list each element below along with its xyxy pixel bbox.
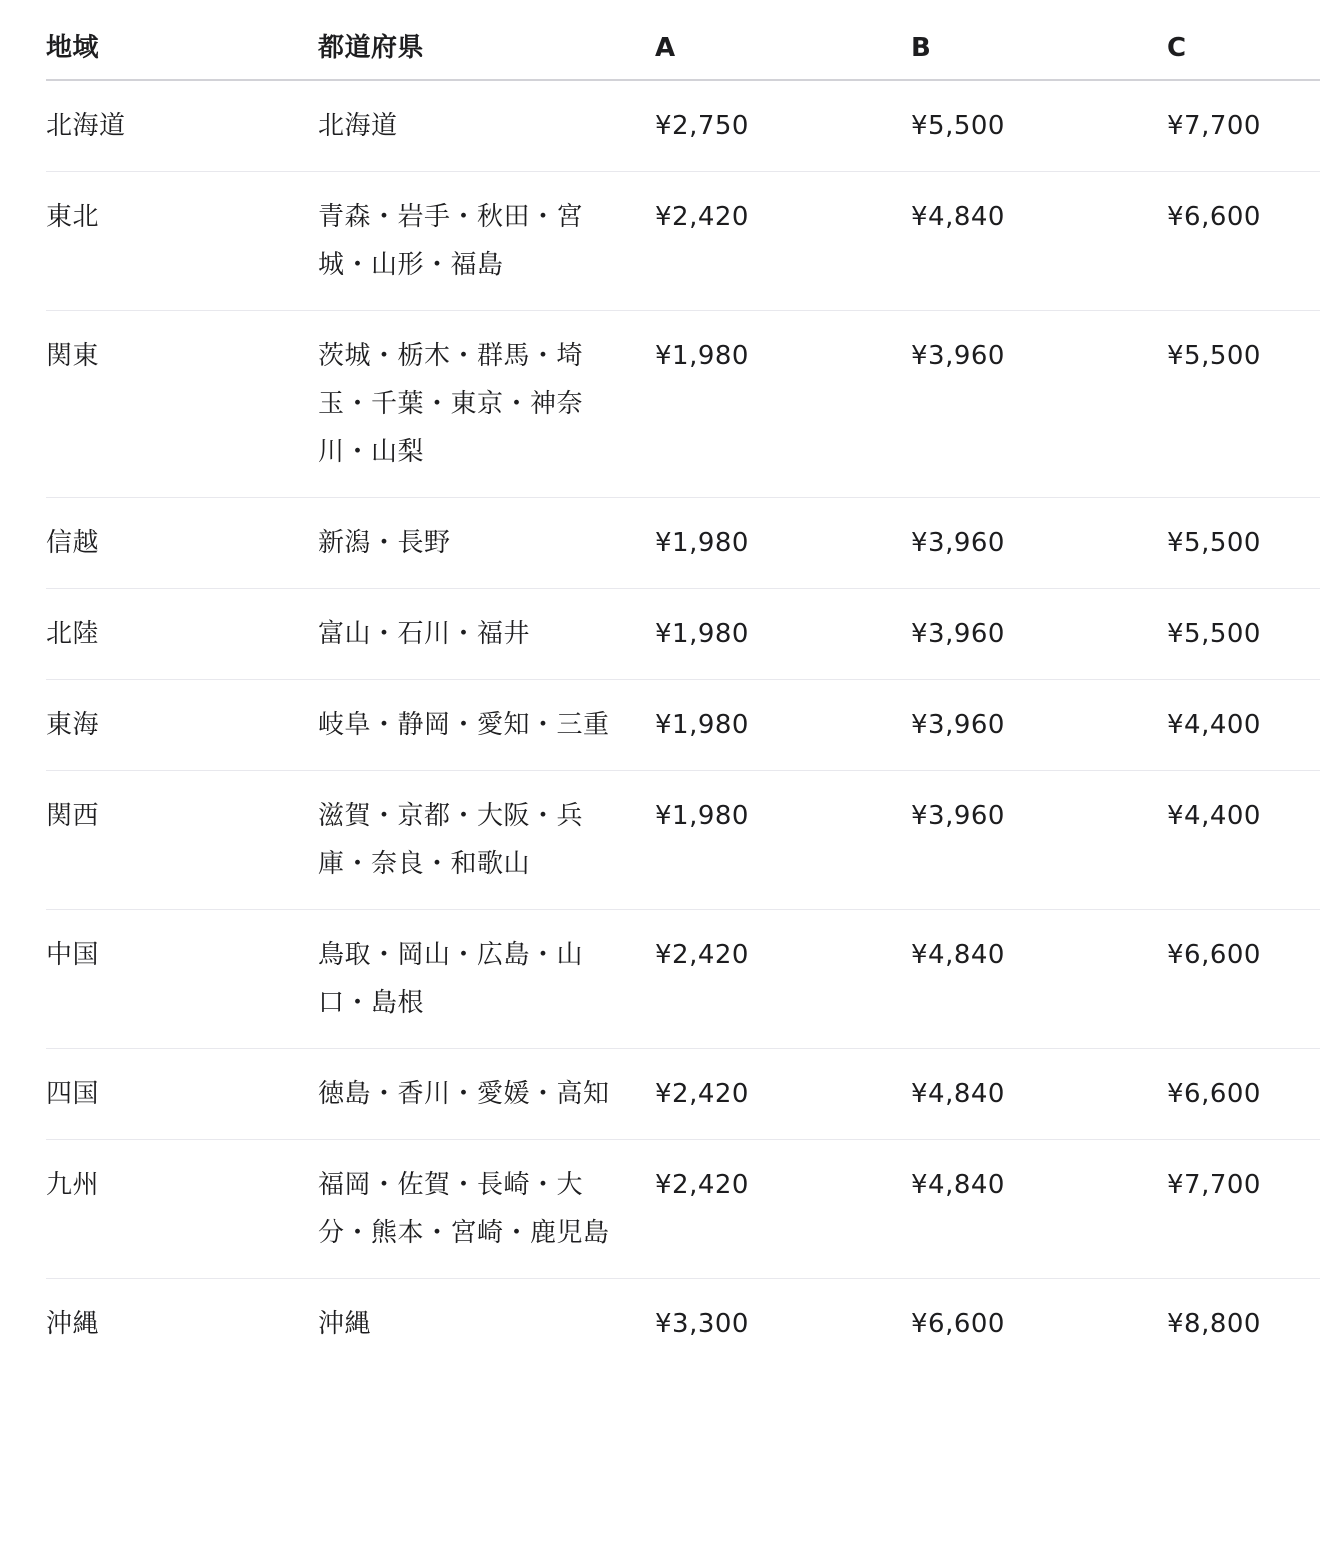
table-row xyxy=(46,80,1320,172)
cell-a: ¥1,980 xyxy=(655,311,911,498)
cell-a: ¥1,980 xyxy=(655,589,911,680)
cell-prefecture: 福岡・佐賀・長崎・大分・熊本・宮崎・鹿児島 xyxy=(318,1140,655,1279)
cell-a: ¥1,980 xyxy=(655,771,911,910)
cell-a: ¥1,980 xyxy=(655,680,911,771)
cell-region: 中国 xyxy=(46,910,318,1049)
table-row xyxy=(46,910,1320,1049)
cell-b: ¥4,840 xyxy=(911,172,1167,311)
table-row xyxy=(46,311,1320,498)
table-row xyxy=(46,498,1320,589)
header-region: 地域 xyxy=(46,0,318,80)
cell-prefecture: 青森・岩手・秋田・宮城・山形・福島 xyxy=(318,172,655,311)
cell-b: ¥4,840 xyxy=(911,1049,1167,1140)
cell-c: ¥6,600 xyxy=(1167,172,1320,311)
cell-prefecture: 新潟・長野 xyxy=(318,498,655,589)
cell-b: ¥5,500 xyxy=(911,80,1167,172)
cell-c: ¥5,500 xyxy=(1167,311,1320,498)
cell-prefecture: 沖縄 xyxy=(318,1309,372,1339)
cell-c: ¥5,500 xyxy=(1167,589,1320,680)
cell-c: ¥6,600 xyxy=(1167,910,1320,1049)
cell-a: ¥2,420 xyxy=(655,910,911,1049)
cell-region: 沖縄 xyxy=(46,1309,100,1339)
cell-b: ¥3,960 xyxy=(911,680,1167,771)
cell-prefecture: 岐阜・静岡・愛知・三重 xyxy=(318,680,655,771)
header-a: A xyxy=(655,0,911,80)
cell-a: ¥2,420 xyxy=(655,172,911,311)
table-row xyxy=(46,680,1320,771)
table-row xyxy=(46,1140,1320,1279)
table-row xyxy=(46,1049,1320,1140)
table-row xyxy=(46,172,1320,311)
cell-region: 九州 xyxy=(46,1140,318,1279)
table-header-row xyxy=(46,0,1320,80)
shipping-rate-table-container xyxy=(46,0,1320,1369)
cell-prefecture: 滋賀・京都・大阪・兵庫・奈良・和歌山 xyxy=(318,771,655,910)
cell-region: 関東 xyxy=(46,311,318,498)
cell-b: ¥3,960 xyxy=(911,311,1167,498)
cell-a: ¥3,300 xyxy=(655,1309,749,1339)
cell-region: 四国 xyxy=(46,1049,318,1140)
table-row xyxy=(46,771,1320,910)
cell-b: ¥4,840 xyxy=(911,1140,1167,1279)
cell-c: ¥7,700 xyxy=(1167,80,1320,172)
cell-prefecture: 北海道 xyxy=(318,80,655,172)
header-c: C xyxy=(1167,0,1320,80)
cell-c: ¥8,800 xyxy=(1167,1309,1261,1339)
cell-region: 東海 xyxy=(46,680,318,771)
cell-prefecture: 富山・石川・福井 xyxy=(318,589,655,680)
header-b: B xyxy=(911,0,1167,80)
cell-a: ¥2,750 xyxy=(655,80,911,172)
cell-region: 東北 xyxy=(46,172,318,311)
cell-c: ¥4,400 xyxy=(1167,680,1320,771)
cell-c: ¥5,500 xyxy=(1167,498,1320,589)
cell-b: ¥3,960 xyxy=(911,771,1167,910)
cell-b: ¥6,600 xyxy=(911,1309,1005,1339)
cell-region: 信越 xyxy=(46,498,318,589)
cell-a: ¥2,420 xyxy=(655,1140,911,1279)
cell-c: ¥4,400 xyxy=(1167,771,1320,910)
cell-region: 北海道 xyxy=(46,80,318,172)
shipping-rate-table xyxy=(46,0,1320,1369)
cell-region: 北陸 xyxy=(46,589,318,680)
cell-b: ¥3,960 xyxy=(911,498,1167,589)
cell-prefecture: 鳥取・岡山・広島・山口・島根 xyxy=(318,910,655,1049)
cell-b: ¥3,960 xyxy=(911,589,1167,680)
cell-prefecture: 茨城・栃木・群馬・埼玉・千葉・東京・神奈川・山梨 xyxy=(318,311,655,498)
cell-a: ¥1,980 xyxy=(655,498,911,589)
cell-prefecture: 徳島・香川・愛媛・高知 xyxy=(318,1049,655,1140)
table-row xyxy=(46,1279,1320,1370)
header-prefecture: 都道府県 xyxy=(318,0,655,80)
cell-region: 関西 xyxy=(46,771,318,910)
cell-c: ¥6,600 xyxy=(1167,1049,1320,1140)
cell-a: ¥2,420 xyxy=(655,1049,911,1140)
cell-b: ¥4,840 xyxy=(911,910,1167,1049)
table-row xyxy=(46,589,1320,680)
cell-c: ¥7,700 xyxy=(1167,1140,1320,1279)
